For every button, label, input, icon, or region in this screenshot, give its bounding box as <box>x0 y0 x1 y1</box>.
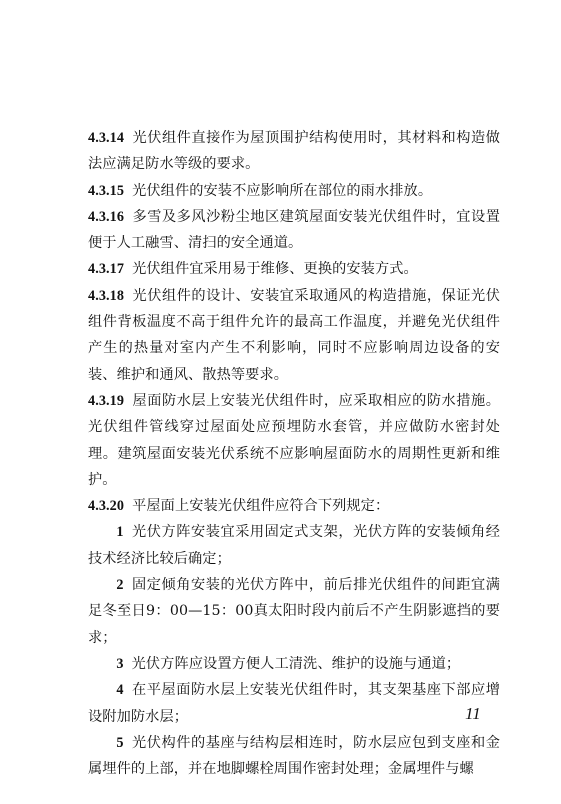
clause-4-3-14 <box>88 125 500 178</box>
item-text: 光伏构件的基座与结构层相连时，防水层应包到支座和金属埋件的上部，并在地脚螺栓周围作密封处理；金属埋件与螺 <box>88 734 500 778</box>
clause-text: 平屋面上安装光伏组件应符合下列规定： <box>132 498 390 515</box>
clause-number: 4.3.19 <box>88 392 125 409</box>
list-item-1 <box>88 519 500 572</box>
clause-number: 4.3.20 <box>88 498 125 515</box>
clause-4-3-15 <box>88 178 500 204</box>
clause-4-3-18 <box>88 283 500 388</box>
list-item-5 <box>88 730 500 783</box>
clause-text: 多雪及多风沙粉尘地区建筑屋面安装光伏组件时，宜设置便于人工融雪、清扫的安全通道。 <box>88 208 500 252</box>
clause-text: 光伏组件的设计、安装宜采取通风的构造措施，保证光伏组件背板温度不高于组件允许的最高工作温度，并避免光伏组件产生的热量对室内产生不利影响，同时不应影响周边设备的安装、维护和通风、散热等要求。 <box>88 287 500 383</box>
item-text: 固定倾角安装的光伏方阵中，前后排光伏组件的间距宜满足冬至日9：00—15：00真太阳时段内前后不产生阴影遮挡的要求； <box>88 577 500 646</box>
clause-4-3-16 <box>88 204 500 257</box>
item-text: 在平屋面防水层上安装光伏组件时，其支架基座下部应增设附加防水层； <box>88 682 500 725</box>
item-number: 4 <box>116 682 124 699</box>
body-text <box>88 125 500 782</box>
clause-4-3-19 <box>88 388 500 493</box>
clause-text: 光伏组件直接作为屋顶围护结构使用时，其材料和构造做法应满足防水等级的要求。 <box>88 130 500 173</box>
clause-4-3-20 <box>88 493 500 519</box>
item-number: 3 <box>116 655 124 672</box>
item-text: 光伏方阵应设置方便人工清洗、维护的设施与通道； <box>131 655 461 672</box>
item-number: 2 <box>116 577 124 594</box>
clause-number: 4.3.16 <box>88 208 125 225</box>
clause-text: 光伏组件宜采用易于维修、更换的安装方式。 <box>132 261 418 278</box>
item-number: 1 <box>116 524 124 541</box>
clause-number: 4.3.14 <box>88 130 125 146</box>
list-item-2 <box>88 572 500 651</box>
clause-4-3-17 <box>88 256 500 282</box>
item-number: 5 <box>116 734 124 751</box>
list-item-4 <box>88 677 500 730</box>
item-text: 光伏方阵安装宜采用固定式支架，光伏方阵的安装倾角经技术经济比较后确定； <box>88 524 500 567</box>
list-item-3 <box>88 651 500 677</box>
clause-number: 4.3.18 <box>88 287 125 304</box>
clause-number: 4.3.17 <box>88 261 125 278</box>
clause-number: 4.3.15 <box>88 182 125 199</box>
clause-text: 光伏组件的安装不应影响所在部位的雨水排放。 <box>132 182 433 199</box>
page-number: 11 <box>465 704 481 723</box>
clause-text: 屋面防水层上安装光伏组件时，应采取相应的防水措施。光伏组件管线穿过屋面处应预埋防水套管，并应做防水密封处理。建筑屋面安装光伏系统不应影响屋面防水的周期性更新和维护。 <box>88 392 500 488</box>
